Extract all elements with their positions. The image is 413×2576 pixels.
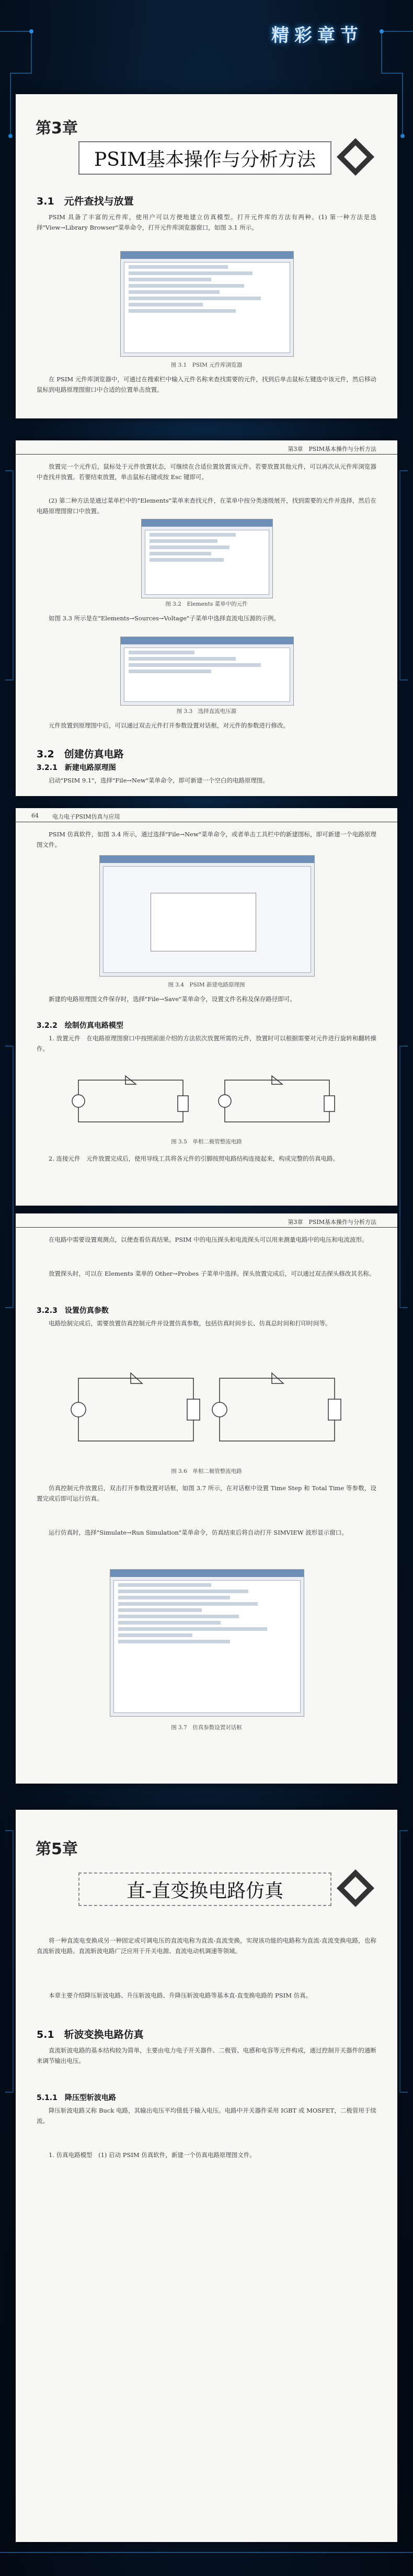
paragraph: 放置探头时，可以在 Elements 菜单的 Other→Probes 子菜单中选择。探头放置完成后，可以通过双击探头修改其名称。 <box>49 1270 375 1277</box>
chapter-title: PSIM基本操作与分析方法 <box>78 141 331 175</box>
page-number: 64 <box>31 812 39 819</box>
figure-caption: 图 3.3 选择直流电压源 <box>176 708 237 714</box>
book-page-4 <box>16 1213 397 1784</box>
paragraph: 放置完一个元件后，鼠标处于元件放置状态，可继续在合适位置放置该元件。若要放置其他元件，可以再次从元件库浏览器中查找并放置。若要结束放置，单击鼠标右键或按 Esc 键即可。 <box>37 463 376 481</box>
paragraph: PSIM 仿真软件，如图 3.4 所示，通过选择"File→New"菜单命令，或者单击工具栏中的新建图标，即可新建一个电路原理图文件。 <box>37 831 376 848</box>
book-page-5 <box>16 1810 397 2542</box>
paragraph: 2. 连接元件 元件放置完成后，使用导线工具将各元件的引脚按照电路结构连接起来，构成完整的仿真电路。 <box>49 1155 339 1162</box>
paragraph: 运行仿真时，选择"Simulate→Run Simulation"菜单命令，仿真结束后将自动打开 SIMVIEW 波形显示窗口。 <box>49 1529 348 1536</box>
header-chapter-name: 第3章 PSIM基本操作与分析方法 <box>288 446 376 452</box>
book-page-3 <box>16 808 397 1206</box>
header-chapter-name: 第3章 PSIM基本操作与分析方法 <box>288 1219 376 1225</box>
section-title: 3.1 元件查找与放置 <box>37 196 134 207</box>
diamond-icon <box>335 1867 376 1909</box>
paragraph: 本章主要介绍降压斩波电路、升压斩波电路、升降压斩波电路等基本直-直变换电路的 PSIM 仿真。 <box>49 1992 312 1999</box>
figure-caption: 图 3.7 仿真参数设置对话框 <box>171 1724 242 1731</box>
chapter-label: 第5章 <box>36 1840 78 1858</box>
figure-caption: 图 3.6 单相二极管整流电路 <box>171 1468 242 1474</box>
chapter-title: 直-直变换电路仿真 <box>78 1873 331 1906</box>
paragraph: 启动"PSIM 9.1"，选择"File→New"菜单命令，即可新建一个空白的电路原理图。 <box>49 777 269 784</box>
paragraph: PSIM 具备了丰富的元件库，使用户可以方便地建立仿真模型。打开元件库的方法有两种。(1) 第一种方法是选择"View→Library Browser"菜单命令，打开元件库浏览器窗口，如图 3.1 所示。 <box>37 213 376 231</box>
book-page-2 <box>16 440 397 796</box>
paragraph: 直流斩波电路的基本结构较为简单，主要由电力电子开关器件、二极管、电感和电容等元件构成，通过控制开关器件的通断来调节输出电压。 <box>37 2047 376 2064</box>
figure-library-browser <box>120 251 294 357</box>
figure-elements-menu <box>141 519 273 598</box>
paragraph: 在电路中需要设置观测点，以便查看仿真结果。PSIM 中的电压探头和电流探头可以用来测量电路中的电压和电流波形。 <box>49 1236 368 1243</box>
figure-voltage-source-menu <box>120 637 294 706</box>
chapter-label: 第3章 <box>36 119 78 138</box>
figure-caption: 图 3.4 PSIM 新建电路原理图 <box>168 982 245 988</box>
section-title: 5.1 斩波变换电路仿真 <box>37 2029 144 2040</box>
paragraph: 新建的电路原理图文件保存时，选择"File→Save"菜单命令，设置文件名称及保存路径即可。 <box>49 995 296 1003</box>
figure-simulation-settings <box>110 1569 304 1717</box>
paragraph: 如图 3.3 所示是在"Elements→Sources→Voltage"子菜单中选择直流电压源的示例。 <box>49 615 280 622</box>
running-header <box>16 808 397 822</box>
paragraph: 降压斩波电路又称 Buck 电路，其输出电压平均值低于输入电压。电路中开关器件采用 IGBT 或 MOSFET，二极管用于续流。 <box>37 2107 376 2125</box>
paragraph: 将一种直流电变换成另一种固定或可调电压的直流电称为直流-直流变换，实现该功能的电路称为直流-直流变换电路，也称直流斩波电路。直流斩波电路广泛应用于开关电源、直流电动机调速等领域。 <box>37 1937 376 1955</box>
paragraph: 仿真控制元件放置后，双击打开参数设置对话框，如图 3.7 所示，在对话框中设置 Time Step 和 Total Time 等参数，设置完成后即可运行仿真。 <box>37 1484 376 1502</box>
paragraph: 电路绘制完成后，需要放置仿真控制元件并设置仿真参数，包括仿真时间步长、仿真总时间和打印时间等。 <box>49 1320 331 1327</box>
rectifier-with-probes-schematic <box>68 1357 345 1462</box>
paragraph: 1. 放置元件 在电路原理图窗口中按照前面介绍的方法依次放置所需的元件，放置时可以根据需要对元件进行旋转和翻转操作。 <box>37 1035 376 1052</box>
book-page-1 <box>16 94 397 418</box>
subsection-title: 3.2.3 设置仿真参数 <box>37 1307 109 1315</box>
figure-caption: 图 3.2 Elements 菜单中的元件 <box>165 601 248 607</box>
paragraph: (2) 第二种方法是通过菜单栏中的"Elements"菜单来查找元件，在菜单中按分类逐级展开，找到需要的元件并选择，然后在电路原理图窗口中放置。 <box>37 497 376 515</box>
subsection-title: 5.1.1 降压型斩波电路 <box>37 2094 116 2102</box>
figure-caption: 图 3.5 单相二极管整流电路 <box>171 1139 242 1145</box>
diamond-icon <box>335 136 376 178</box>
subsection-title: 3.2.2 绘制仿真电路模型 <box>37 1022 123 1030</box>
paragraph: 元件放置到原理图中后，可以通过双击元件打开参数设置对话框，对元件的参数进行修改。 <box>49 722 289 729</box>
banner-title: 精彩章节 <box>271 25 363 46</box>
section-title: 3.2 创建仿真电路 <box>37 748 124 760</box>
figure-caption: 图 3.1 PSIM 元件库浏览器 <box>170 362 243 368</box>
figure-new-schematic <box>99 855 315 977</box>
header-book-title: 电力电子PSIM仿真与应用 <box>52 813 120 820</box>
rectifier-schematic <box>68 1070 345 1132</box>
running-header <box>16 1213 397 1228</box>
paragraph: 在 PSIM 元件库浏览器中，可通过在搜索栏中输入元件名称来查找需要的元件，找到后单击鼠标左键选中该元件，然后移动鼠标到电路原理图窗口中合适的位置单击放置。 <box>37 376 376 393</box>
paragraph: 1. 仿真电路模型 (1) 启动 PSIM 仿真软件，新建一个仿真电路原理图文件。 <box>49 2151 256 2159</box>
running-header <box>16 440 397 455</box>
header-banner <box>0 0 413 58</box>
subsection-title: 3.2.1 新建电路原理图 <box>37 764 116 772</box>
